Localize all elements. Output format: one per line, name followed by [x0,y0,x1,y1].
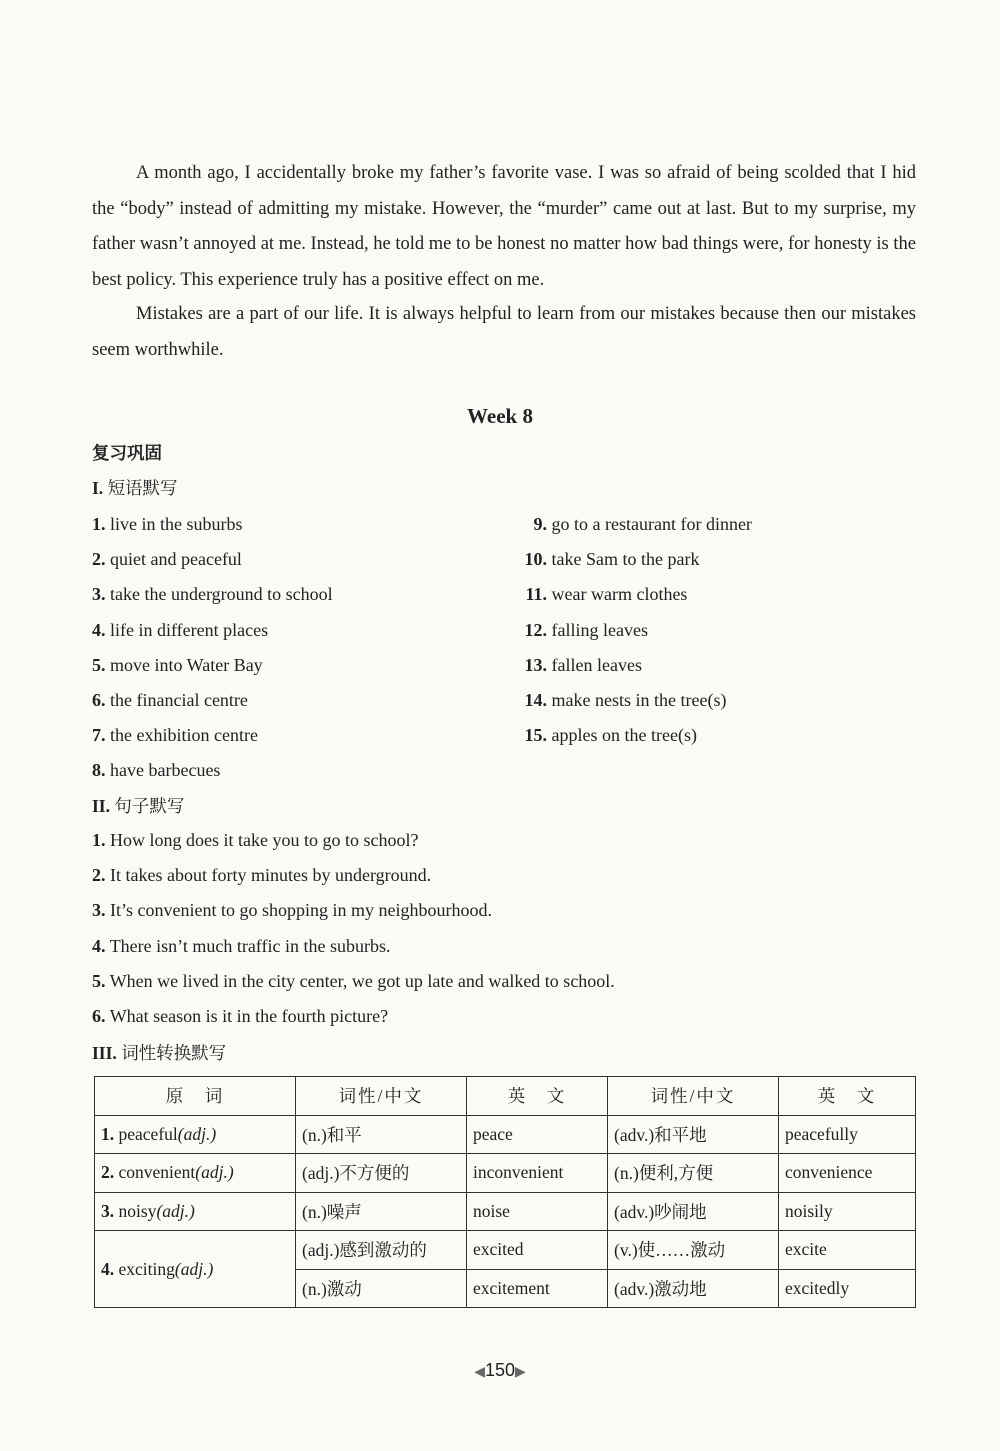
list-item: 12. falling leaves [524,619,648,640]
table-cell: (n.)便利,方便 [608,1154,779,1193]
table-cell: convenience [779,1154,916,1193]
list-item: 14. make nests in the tree(s) [524,689,727,710]
table-cell: excite [779,1231,916,1270]
table-cell: noise [467,1192,608,1231]
section-2-number: II. [92,796,110,816]
list-item: 6. What season is it in the fourth picture? [92,1005,389,1026]
table-cell: (n.)噪声 [296,1192,467,1231]
list-item: 4. There isn’t much traffic in the suburbs. [92,935,391,956]
table-cell: (n.)激动 [296,1269,467,1308]
section-3-title: 词性转换默写 [121,1043,227,1063]
list-item: 2. quiet and peaceful [92,549,242,570]
section-2-title: 句子默写 [114,796,185,816]
list-item: 13. fallen leaves [524,654,642,675]
list-item: 7. the exhibition centre [92,725,258,746]
list-item: 10. take Sam to the park [524,549,700,570]
table-cell: peace [467,1115,608,1154]
section-1-title: 短语默写 [107,478,178,498]
right-triangle-icon: ▶ [515,1363,526,1379]
section-2-heading [92,793,184,818]
section-3-number: III. [92,1043,117,1063]
table-header: 词性/中文 [608,1077,779,1116]
phrase-list-right [516,507,752,753]
page-number: ◀150▶ [474,1360,526,1380]
list-item: 15. apples on the tree(s) [524,725,697,746]
list-item: 8. have barbecues [92,760,221,781]
table-header-row [95,1077,916,1116]
table-header: 英 文 [467,1077,608,1116]
table-cell: (adj.)不方便的 [296,1154,467,1193]
passage-paragraph-1: A month ago, I accidentally broke my father’s favorite vase. I was so afraid of being scolded that I hid the “body” instead of admitting my mistake. However, the “murder” came out at last. But to my surprise, my father wasn’t annoyed at me. Instead, he told me to be honest no matter how bad things were, for honesty is the best policy. This experience truly has a positive effect on me. [92,163,916,290]
table-cell: inconvenient [467,1154,608,1193]
table-cell: 2. convenient(adj.) [95,1154,296,1193]
table-cell: noisily [779,1192,916,1231]
table-row [95,1115,916,1154]
table-cell: (adv.)和平地 [608,1115,779,1154]
passage-paragraph-2: Mistakes are a part of our life. It is always helpful to learn from our mistakes because then our mistakes seem worthwhile. [92,304,916,360]
week-title: Week 8 [467,404,533,428]
table-cell: 3. noisy(adj.) [95,1192,296,1231]
phrase-list-left [92,507,333,789]
table-cell: (n.)和平 [296,1115,467,1154]
table-cell: (adj.)感到激动的 [296,1231,467,1270]
list-item: 5. When we lived in the city center, we got up late and walked to school. [92,970,615,991]
table-cell: (v.)使……激动 [608,1231,779,1270]
table-header: 英 文 [779,1077,916,1116]
list-item: 6. the financial centre [92,689,248,710]
table-header: 原 词 [95,1077,296,1116]
table-cell: (adv.)激动地 [608,1269,779,1308]
table-cell: excited [467,1231,608,1270]
table-row [95,1154,916,1193]
list-item: 9. go to a restaurant for dinner [533,514,752,534]
table-row [95,1231,916,1270]
table-cell: 4. exciting(adj.) [95,1231,296,1308]
list-item: 4. life in different places [92,619,269,640]
review-heading: 复习巩固 [92,443,162,463]
section-3-heading [92,1040,226,1065]
table-header: 词性/中文 [296,1077,467,1116]
table-cell: (adv.)吵闹地 [608,1192,779,1231]
list-item: 1. How long does it take you to go to school? [92,830,419,850]
left-triangle-icon: ◀ [474,1363,485,1379]
list-item: 2. It takes about forty minutes by underground. [92,865,432,886]
section-1-number: I. [92,478,104,498]
table-row [95,1192,916,1231]
list-item: 3. take the underground to school [92,584,333,605]
table-cell: 1. peaceful(adj.) [95,1115,296,1154]
list-item: 3. It’s convenient to go shopping in my neighbourhood. [92,900,492,921]
table-cell: excitedly [779,1269,916,1308]
list-item: 5. move into Water Bay [92,654,263,675]
word-conversion-table [94,1076,916,1308]
list-item: 1. live in the suburbs [92,514,243,534]
table-cell: peacefully [779,1115,916,1154]
section-1-heading [92,475,178,500]
list-item: 11. wear warm clothes [525,584,688,605]
table-cell: excitement [467,1269,608,1308]
sentence-list [92,823,615,1034]
